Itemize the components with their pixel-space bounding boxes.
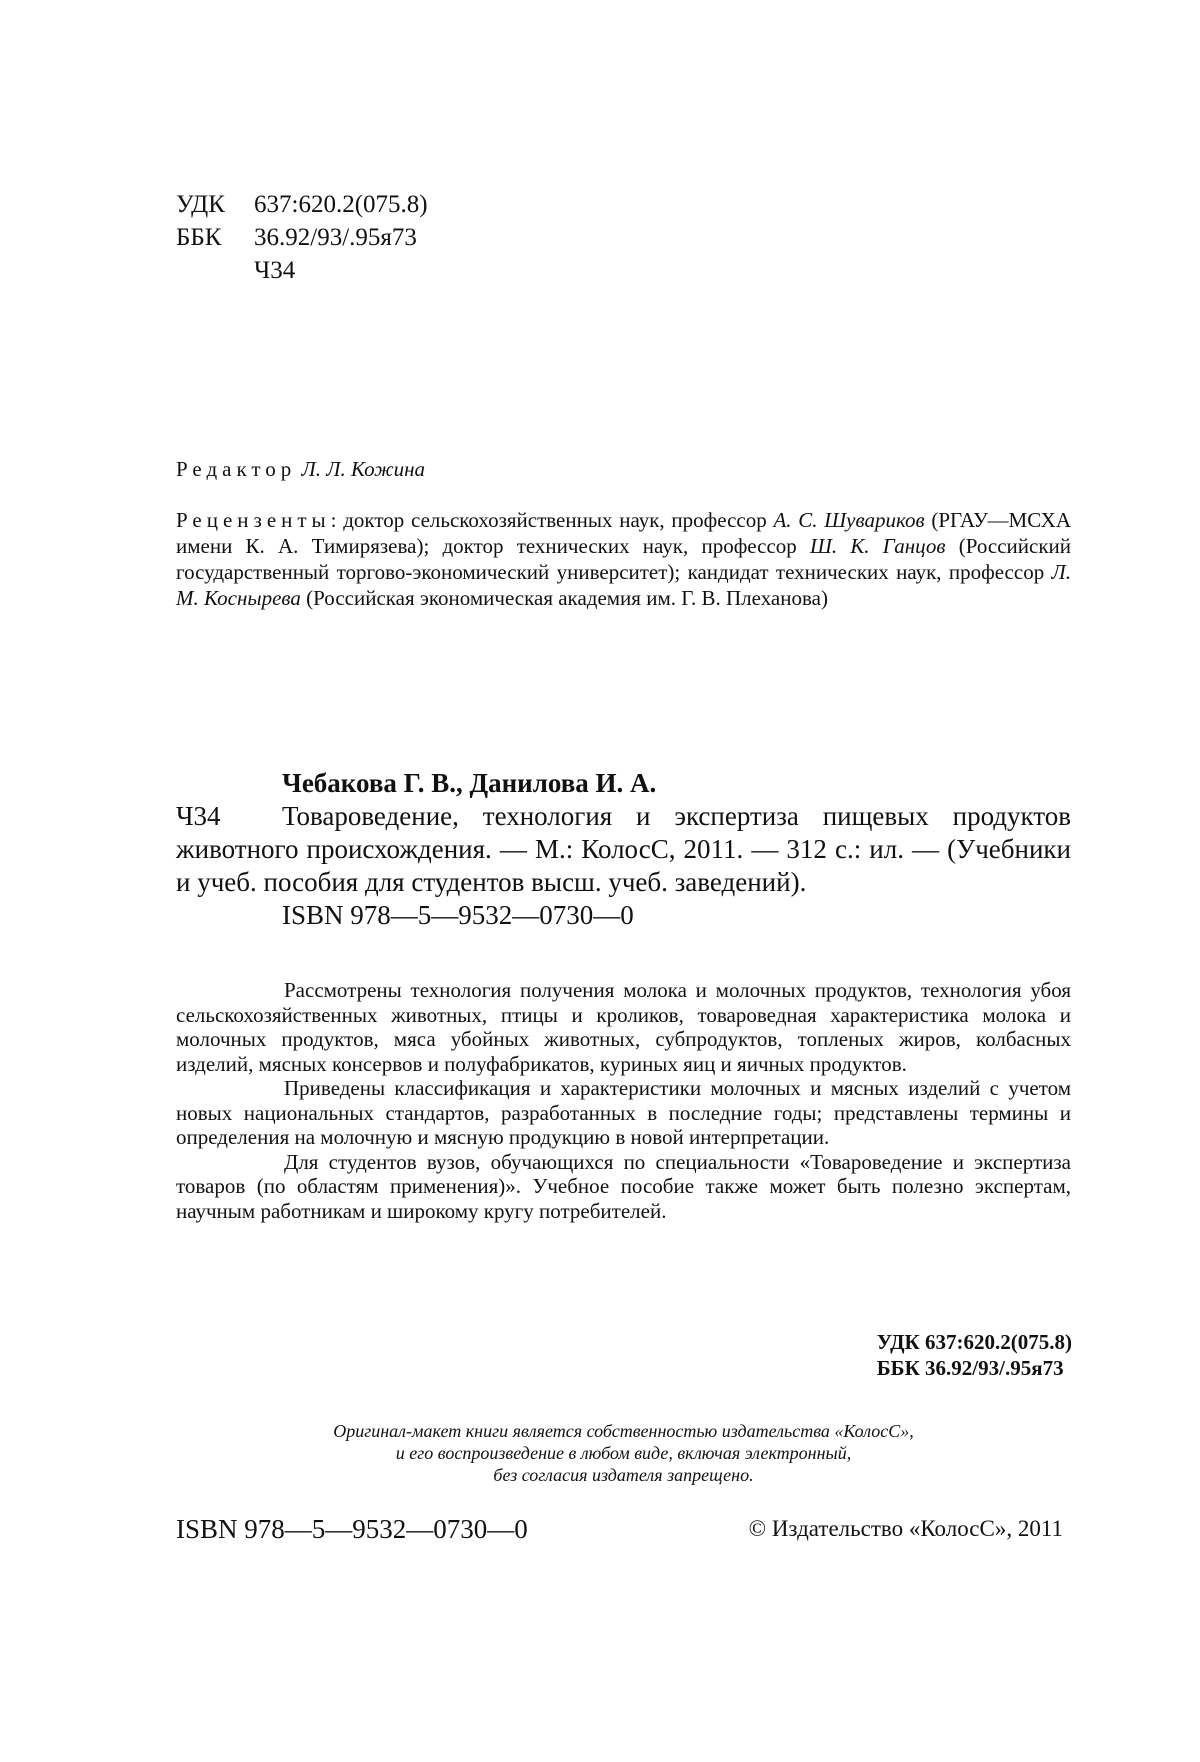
reviewer-name-3: Л. М. Коснырева <box>176 560 1071 610</box>
reviewers-text-4: (Российская экономическая академия им. Г. В. Плеханова) <box>300 586 828 610</box>
reviewers-text-2: (РГАУ—МСХА имени К. А. Тимирязева); доктор технических наук, профессор <box>176 508 1071 558</box>
reviewer-name-2: Ш. К. Ганцов <box>810 534 946 558</box>
annotation-paragraph-2: Приведены классификация и характеристики молочных и мясных изделий с учетом новых национальных стандартов, разработанных в последние годы; представлены термины и определения на молочную и мясную продукцию в новой интерпретации. <box>176 1076 1071 1149</box>
udk-value: 637:620.2(075.8) <box>254 191 428 218</box>
author-mark: Ч34 <box>254 257 296 284</box>
book-authors: Чебакова Г. В., Данилова И. А. <box>282 768 657 798</box>
editor-name: Л. Л. Кожина <box>301 457 426 481</box>
reviewers-text-3: (Российский государственный торгово-экономический университет); кандидат технических наук, профессор <box>176 534 1072 584</box>
notice-line-1: Оригинал-макет книги является собственностью издательства «КолосС», <box>333 1421 914 1441</box>
reviewers-paragraph <box>176 507 1071 611</box>
reviewers-text-1: : доктор сельскохозяйственных наук, профессор <box>330 508 774 532</box>
annotation-paragraph-1: Рассмотрены технология получения молока и молочных продуктов, технология убоя сельскохозяйственных животных, птицы и кроликов, товароведная характеристика молока и молочных продуктов, мяса убойных животных, субпродуктов, топленых жиров, колбасных изделий, мясных консервов и полуфабрикатов, куриных яиц и яичных продуктов. <box>176 978 1071 1076</box>
footer-copyright: © Издательство «КолосС», 2011 <box>748 1516 1063 1541</box>
notice-line-3: без согласия издателя запрещено. <box>493 1465 754 1485</box>
footer-isbn: ISBN 978—5—9532—0730—0 <box>176 1514 528 1544</box>
reviewer-name-1: А. С. Шувариков <box>773 508 925 532</box>
annotation <box>176 978 1071 1223</box>
udk-row <box>176 188 428 221</box>
editor-line <box>176 457 425 482</box>
bottom-classification-codes <box>877 1329 1072 1381</box>
udk-label: УДК <box>176 191 225 218</box>
class-mark: Ч34 <box>176 801 221 831</box>
notice-line-2: и его воспроизведение в любом виде, включая электронный, <box>395 1443 852 1463</box>
bibliographic-record <box>176 800 1071 932</box>
annotation-paragraph-3: Для студентов вузов, обучающихся по специальности «Товароведение и экспертиза товаров (по областям применения)». Учебное пособие также может быть полезно экспертам, научным работникам и широкому кругу потребителей. <box>176 1149 1071 1223</box>
bibliographic-isbn: ISBN 978—5—9532—0730—0 <box>282 900 634 930</box>
bbk-label: ББК <box>176 224 222 251</box>
bbk-value: 36.92/93/.95я73 <box>254 224 417 251</box>
author-mark-row <box>176 254 428 287</box>
copyright-notice <box>176 1420 1071 1486</box>
bibliographic-description: Товароведение, технология и экспертиза пищевых продуктов животного происхождения. — М.: КолосС, 2011. — 312 с.: ил. — (Учебники и учеб. пособия для студентов высш. учеб. заведений). <box>176 801 1071 897</box>
editor-label: Редактор <box>176 457 297 481</box>
bottom-udk: УДК 637:620.2(075.8) <box>876 1330 1072 1354</box>
bottom-bbk: ББК 36.92/93/.95я73 <box>876 1356 1064 1380</box>
bbk-row <box>176 221 428 254</box>
reviewers-label: Рецензенты <box>176 508 331 532</box>
classification-codes <box>176 188 428 287</box>
